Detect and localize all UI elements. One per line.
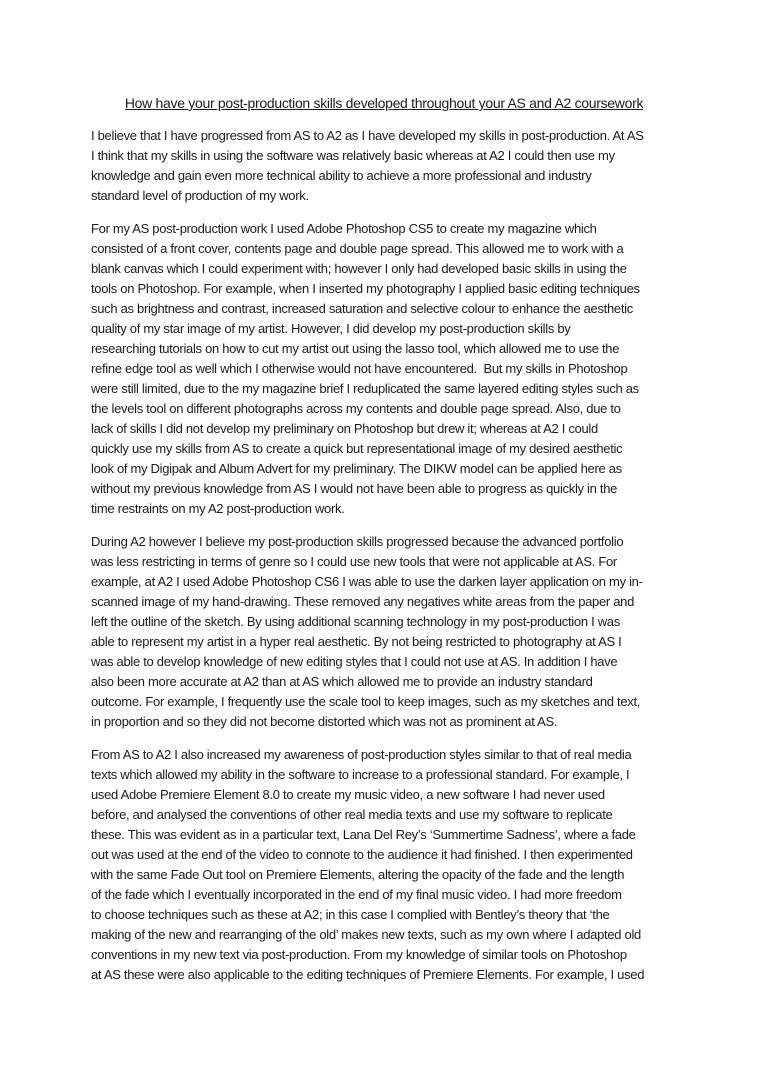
text-line: time restraints on my A2 post-production work. xyxy=(91,501,345,516)
text-line: conventions in my new text via post-production. From my knowledge of similar tools on Photoshop xyxy=(91,947,627,962)
text-line: such as brightness and contrast, increased saturation and selective colour to enhance the aesthetic xyxy=(91,301,633,316)
text-line: I believe that I have progressed from AS to A2 as I have developed my skills in post-production. At AS xyxy=(91,128,644,143)
paragraph xyxy=(91,745,677,985)
text-line: before, and analysed the conventions of other real media texts and use my software to replicate xyxy=(91,807,613,822)
text-line: with the same Fade Out tool on Premiere Elements, altering the opacity of the fade and the length xyxy=(91,867,625,882)
document-title: How have your post-production skills developed throughout your AS and A2 coursework xyxy=(124,95,644,111)
text-line: During A2 however I believe my post-production skills progressed because the advanced portfolio xyxy=(91,534,624,549)
text-line: these. This was evident as in a particular text, Lana Del Rey’s ‘Summertime Sadness’, where a fade xyxy=(91,827,636,842)
paragraph xyxy=(91,219,677,519)
text-line: tools on Photoshop. For example, when I inserted my photography I applied basic editing techniques xyxy=(91,281,640,296)
document-body xyxy=(91,126,677,985)
text-line: refine edge tool as well which I otherwise would not have encountered. But my skills in Photoshop xyxy=(91,361,628,376)
text-line: From AS to A2 I also increased my awareness of post-production styles similar to that of real media xyxy=(91,747,632,762)
text-line: example, at A2 I used Adobe Photoshop CS6 I was able to use the darken layer application on my in- xyxy=(91,574,643,589)
text-line: quality of my star image of my artist. However, I did develop my post-production skills by xyxy=(91,321,571,336)
document-content xyxy=(91,93,677,998)
text-line: was able to develop knowledge of new editing styles that I could not use at AS. In addition I have xyxy=(91,654,618,669)
text-line: scanned image of my hand-drawing. These removed any negatives white areas from the paper and xyxy=(91,594,635,609)
text-line: quickly use my skills from AS to create a quick but representational image of my desired aesthetic xyxy=(91,441,623,456)
text-line: also been more accurate at A2 than at AS which allowed me to provide an industry standard xyxy=(91,674,593,689)
text-line: out was used at the end of the video to connote to the audience it had finished. I then experimented xyxy=(91,847,633,862)
text-line: lack of skills I did not develop my preliminary on Photoshop but drew it; whereas at A2 I could xyxy=(91,421,598,436)
text-line: in proportion and so they did not become distorted which was not as prominent at AS. xyxy=(91,714,558,729)
text-line: blank canvas which I could experiment with; however I only had developed basic skills in using the xyxy=(91,261,627,276)
paragraph xyxy=(91,126,677,206)
text-line: able to represent my artist in a hyper real aesthetic. By not being restricted to photography at AS I xyxy=(91,634,622,649)
text-line: left the outline of the sketch. By using additional scanning technology in my post-production I was xyxy=(91,614,620,629)
text-line: without my previous knowledge from AS I would not have been able to progress as quickly in the xyxy=(91,481,618,496)
text-line: texts which allowed my ability in the software to increase to a professional standard. For example, I xyxy=(91,767,630,782)
text-line: was less restricting in terms of genre so I could use new tools that were not applicable at AS. For xyxy=(91,554,617,569)
text-line: look of my Digipak and Album Advert for my preliminary. The DIKW model can be applied here as xyxy=(91,461,622,476)
text-line: the levels tool on different photographs across my contents and double page spread. Also, due to xyxy=(91,401,621,416)
text-line: I think that my skills in using the software was relatively basic whereas at A2 I could then use my xyxy=(91,148,615,163)
text-line: consisted of a front cover, contents page and double page spread. This allowed me to work with a xyxy=(91,241,624,256)
text-line: of the fade which I eventually incorporated in the end of my final music video. I had more freedom xyxy=(91,887,622,902)
text-line: standard level of production of my work. xyxy=(91,188,309,203)
text-line: For my AS post-production work I used Adobe Photoshop CS5 to create my magazine which xyxy=(91,221,597,236)
paragraph xyxy=(91,532,677,732)
text-line: knowledge and gain even more technical ability to achieve a more professional and industry xyxy=(91,168,592,183)
text-line: to choose techniques such as these at A2; in this case I complied with Bentley’s theory that ‘the xyxy=(91,907,610,922)
text-line: outcome. For example, I frequently use the scale tool to keep images, such as my sketches and text, xyxy=(91,694,641,709)
text-line: making of the new and rearranging of the old’ makes new texts, such as my own where I adapted old xyxy=(91,927,641,942)
text-line: researching tutorials on how to cut my artist out using the lasso tool, which allowed me to use the xyxy=(91,341,620,356)
text-line: at AS these were also applicable to the editing techniques of Premiere Elements. For example, I used xyxy=(91,967,645,982)
text-line: were still limited, due to the my magazine brief I reduplicated the same layered editing styles such as xyxy=(91,381,639,396)
text-line: used Adobe Premiere Element 8.0 to create my music video, a new software I had never used xyxy=(91,787,605,802)
